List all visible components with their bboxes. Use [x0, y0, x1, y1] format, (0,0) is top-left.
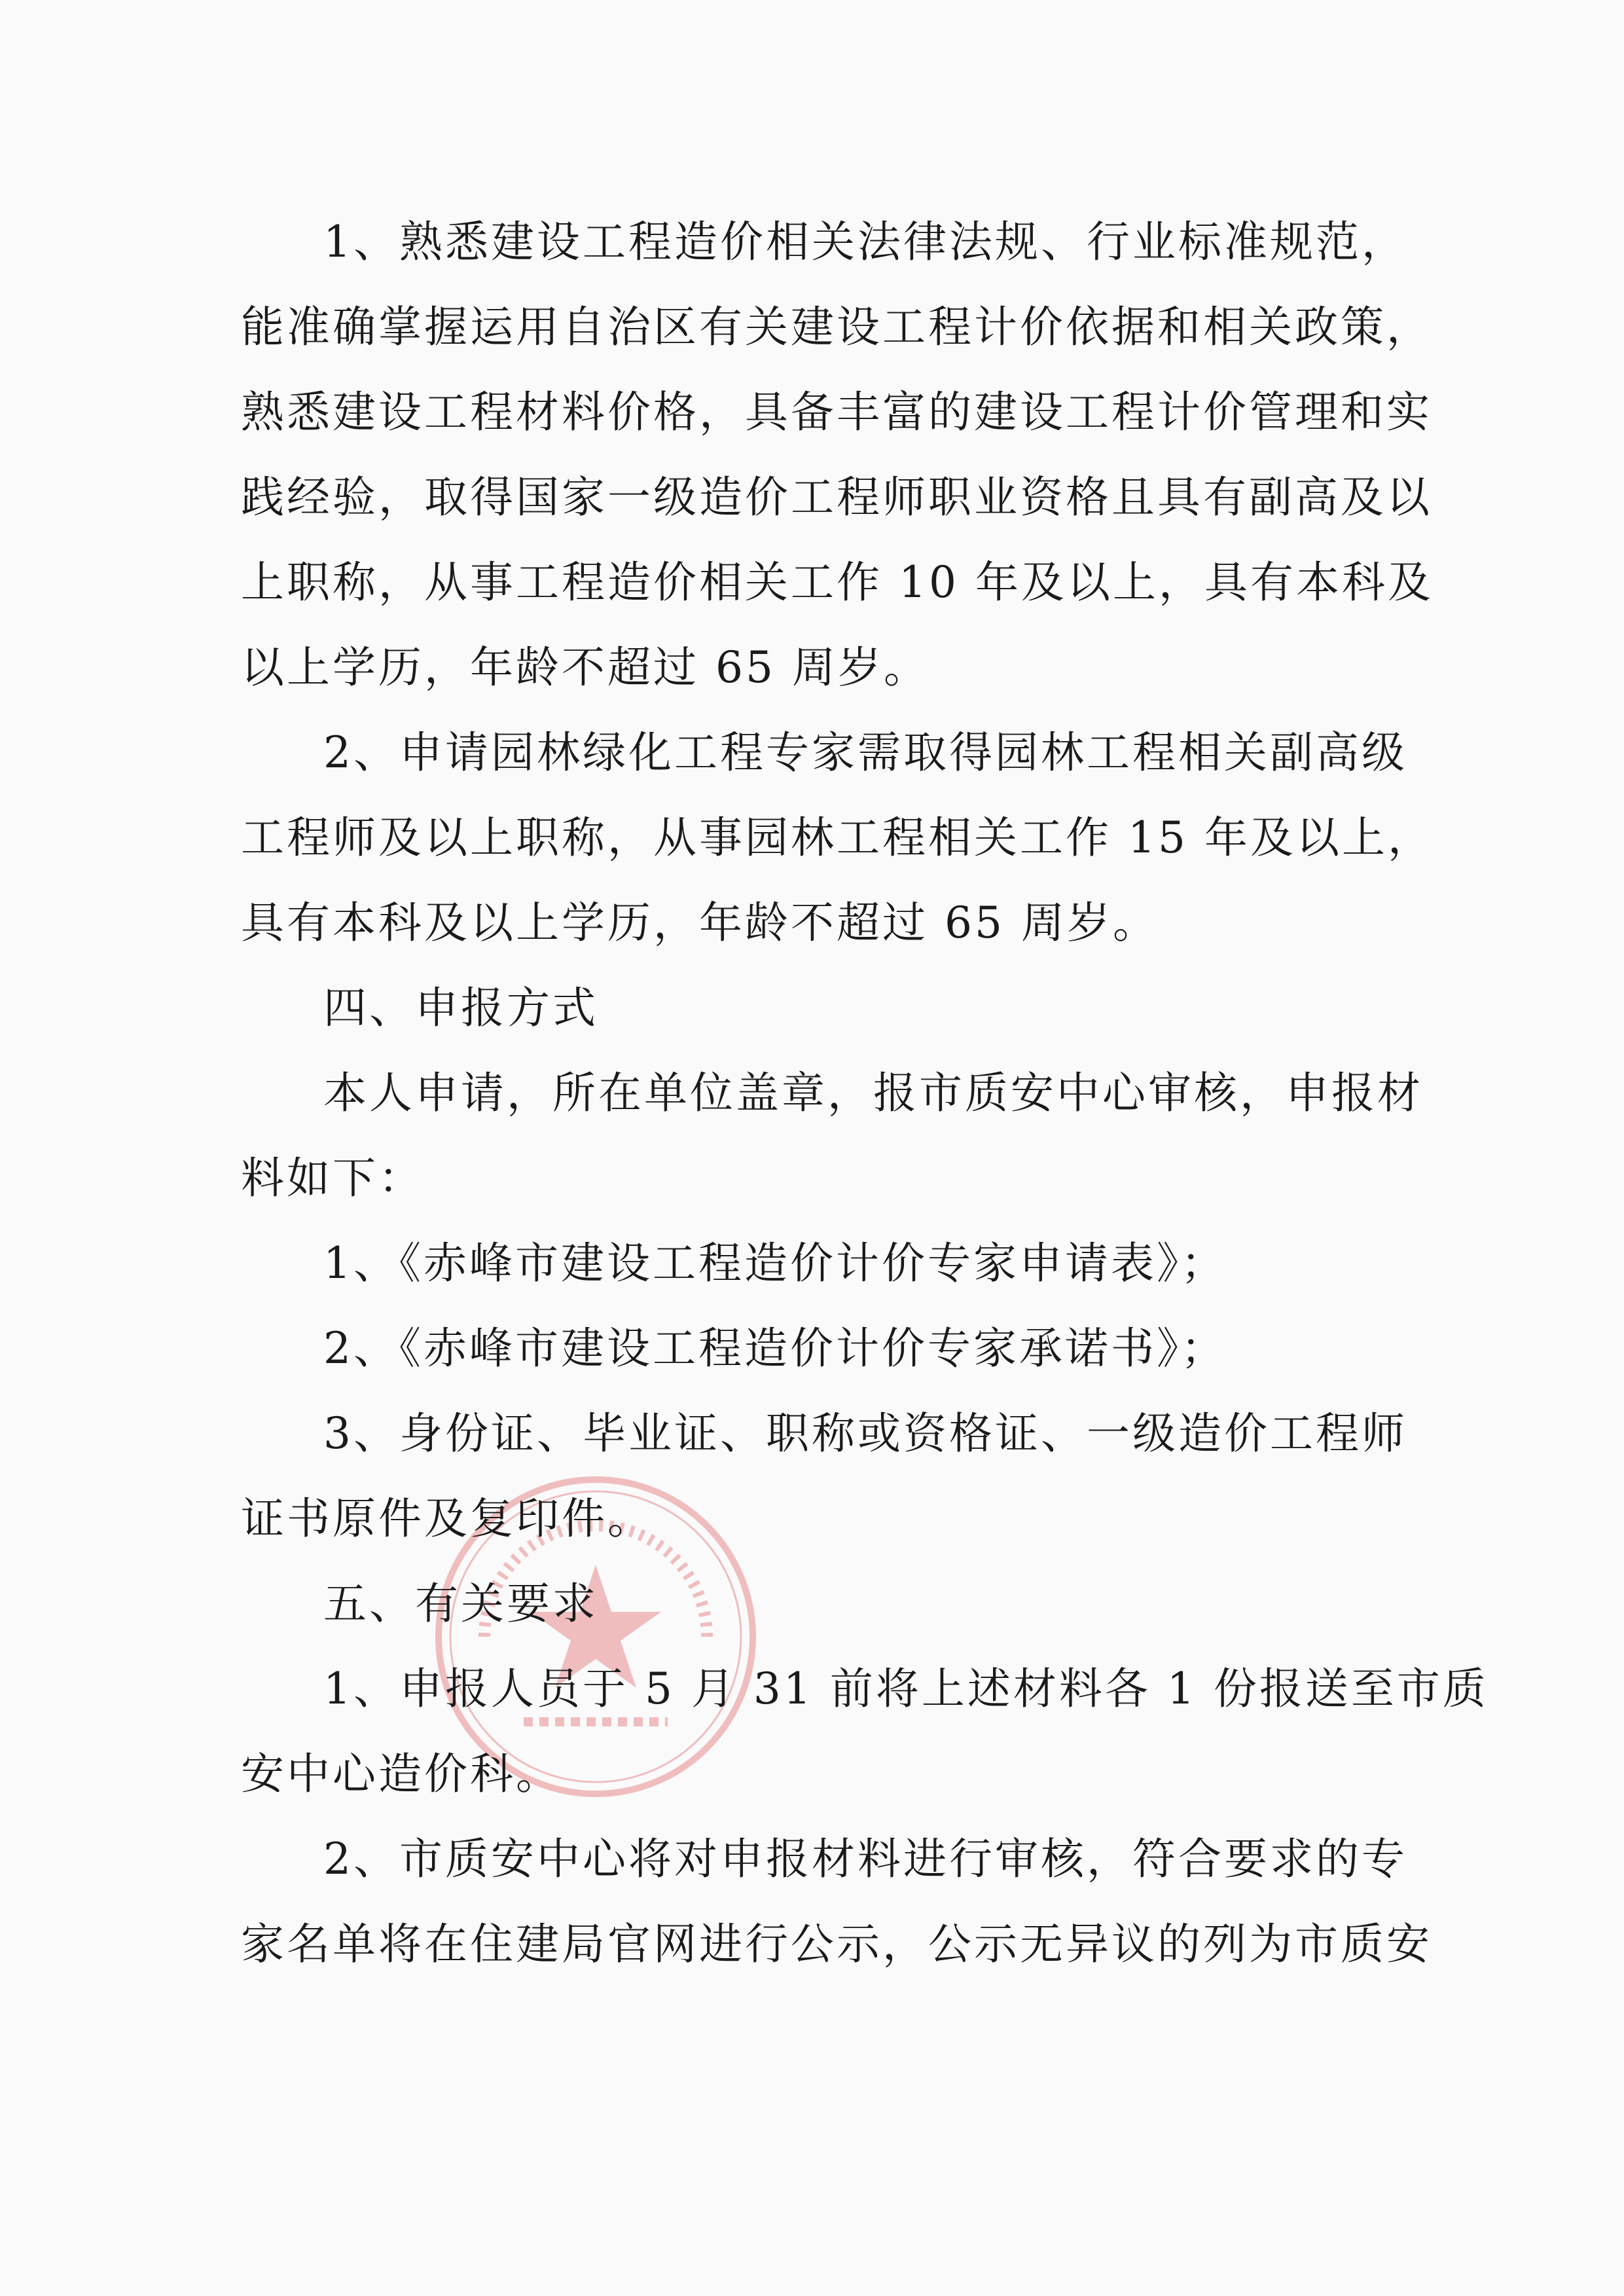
- text-line-14: 2、《赤峰市建设工程造价计价专家承诺书》；: [323, 1323, 1227, 1374]
- text-line-13: 1、《赤峰市建设工程造价计价专家申请表》；: [323, 1238, 1227, 1288]
- section-heading-4: 四、申报方式: [323, 983, 598, 1033]
- text-line-18: 1、申报人员于 5 月 31 前将上述材料各 1 份报送至市质: [323, 1664, 1489, 1714]
- text-line-8: 工程师及以上职称，从事园林工程相关工作 15 年及以上，: [241, 812, 1434, 863]
- text-line-5: 上职称，从事工程造价相关工作 10 年及以上，具有本科及: [241, 557, 1434, 608]
- text-line-6: 以上学历，年龄不超过 65 周岁。: [241, 642, 929, 693]
- text-line-3: 熟悉建设工程材料价格，具备丰富的建设工程计价管理和实: [241, 387, 1432, 437]
- text-line-1: 1、熟悉建设工程造价相关法律法规、行业标准规范，: [323, 217, 1407, 267]
- text-line-11: 本人申请，所在单位盖章，报市质安中心审核，申报材: [323, 1068, 1423, 1118]
- text-line-4: 践经验，取得国家一级造价工程师职业资格且具有副高及以: [241, 472, 1432, 522]
- text-line-21: 家名单将在住建局官网进行公示，公示无异议的列为市质安: [241, 1919, 1432, 1969]
- text-line-20: 2、市质安中心将对申报材料进行审核，符合要求的专: [323, 1834, 1407, 1884]
- text-line-9: 具有本科及以上学历，年龄不超过 65 周岁。: [241, 898, 1159, 948]
- text-line-19: 安中心造价科。: [241, 1749, 562, 1799]
- section-heading-5: 五、有关要求: [323, 1578, 598, 1629]
- text-line-15: 3、身份证、毕业证、职称或资格证、一级造价工程师: [323, 1408, 1407, 1459]
- text-line-16: 证书原件及复印件。: [241, 1493, 653, 1544]
- text-line-12: 料如下：: [241, 1153, 424, 1203]
- text-line-7: 2、申请园林绿化工程专家需取得园林工程相关副高级: [323, 727, 1407, 778]
- text-line-2: 能准确掌握运用自治区有关建设工程计价依据和相关政策，: [241, 302, 1432, 352]
